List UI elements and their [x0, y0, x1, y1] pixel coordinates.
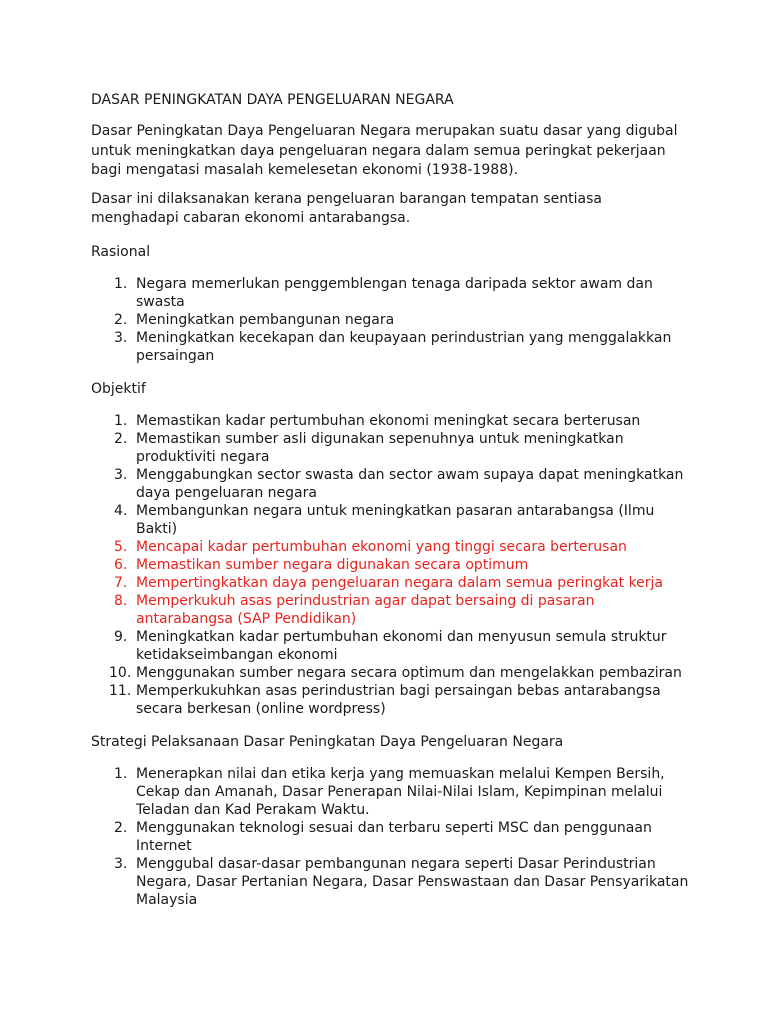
list-item: [91, 329, 691, 365]
list-item-highlighted: [91, 556, 691, 574]
list-text: Negara memerlukan penggemblengan tenaga daripada sektor awam dan swasta: [136, 275, 653, 310]
list-item: [91, 682, 691, 718]
document-title: DASAR PENINGKATAN DAYA PENGELUARAN NEGARA: [91, 92, 454, 108]
document-page: [91, 90, 691, 909]
list-text: Mencapai kadar pertumbuhan ekonomi yang tinggi secara berterusan: [136, 538, 627, 555]
list-item-highlighted: [91, 592, 691, 628]
list-item: [91, 664, 691, 682]
list-number: 3.: [114, 466, 128, 483]
list-number: 2.: [114, 430, 128, 447]
list-item: [91, 502, 691, 538]
list-text: Memperkukuhkan asas perindustrian bagi persaingan bebas antarabangsa secara berkesan (online wordpress): [136, 682, 661, 717]
list-item: [91, 765, 691, 819]
context-paragraph: Dasar ini dilaksanakan kerana pengeluaran barangan tempatan sentiasa menghadapi cabaran ekonomi antarabangsa.: [91, 190, 602, 226]
rasional-heading: Rasional: [91, 243, 151, 260]
list-item: [91, 275, 691, 311]
objektif-heading: Objektif: [91, 380, 146, 397]
list-text: Menggubal dasar-dasar pembangunan negara seperti Dasar Perindustrian Negara, Dasar Pertanian Negara, Dasar Penswastaan dan Dasar Pensyarikatan Malaysia: [136, 855, 689, 908]
list-number: 7.: [114, 574, 128, 591]
list-item: [91, 412, 691, 430]
list-number: 5.: [114, 538, 128, 555]
list-number: 9.: [114, 628, 128, 645]
list-number: 8.: [114, 592, 128, 609]
list-number: 2.: [114, 819, 128, 836]
list-text: Membangunkan negara untuk meningkatkan pasaran antarabangsa (Ilmu Bakti): [136, 502, 655, 537]
list-text: Memperkukuh asas perindustrian agar dapat bersaing di pasaran antarabangsa (SAP Pendidikan): [136, 592, 595, 627]
list-item-highlighted: [91, 574, 691, 592]
objektif-list: [91, 412, 691, 718]
list-text: Meningkatkan kecekapan dan keupayaan perindustrian yang menggalakkan persaingan: [136, 329, 672, 364]
list-number: 4.: [114, 502, 128, 519]
list-item: [91, 430, 691, 466]
list-number: 3.: [114, 855, 128, 872]
list-item: [91, 466, 691, 502]
list-number: 1.: [114, 412, 128, 429]
list-text: Memastikan kadar pertumbuhan ekonomi meningkat secara berterusan: [136, 412, 641, 429]
list-text: Menerapkan nilai dan etika kerja yang memuaskan melalui Kempen Bersih, Cekap dan Amanah, Dasar Penerapan Nilai-Nilai Islam, Kepimpinan melalui Teladan dan Kad Perakam Waktu.: [136, 765, 665, 818]
strategi-heading: Strategi Pelaksanaan Dasar Peningkatan Daya Pengeluaran Negara: [91, 733, 564, 750]
list-text: Menggunakan sumber negara secara optimum dan mengelakkan pembaziran: [136, 664, 682, 681]
list-number: 3.: [114, 329, 128, 346]
list-item: [91, 819, 691, 855]
list-number: 6.: [114, 556, 128, 573]
intro-paragraph: Dasar Peningkatan Daya Pengeluaran Negara merupakan suatu dasar yang digubal untuk meningkatkan daya pengeluaran negara dalam semua peringkat pekerjaan bagi mengatasi masalah kemelesetan ekonomi (1938-1988).: [91, 123, 678, 178]
list-text: Meningkatkan kadar pertumbuhan ekonomi dan menyusun semula struktur ketidakseimbangan ekonomi: [136, 628, 667, 663]
list-text: Meningkatkan pembangunan negara: [136, 311, 395, 328]
list-number: 1.: [114, 765, 128, 782]
list-text: Memastikan sumber negara digunakan secara optimum: [136, 556, 529, 573]
list-item: [91, 855, 691, 909]
list-number: 10.: [109, 664, 132, 681]
list-number: 2.: [114, 311, 128, 328]
list-item: [91, 628, 691, 664]
list-text: Menggabungkan sector swasta dan sector awam supaya dapat meningkatkan daya pengeluaran negara: [136, 466, 684, 501]
strategi-list: [91, 765, 691, 909]
list-item-highlighted: [91, 538, 691, 556]
list-item: [91, 311, 691, 329]
list-number: 11.: [109, 682, 132, 699]
list-text: Memastikan sumber asli digunakan sepenuhnya untuk meningkatkan produktiviti negara: [136, 430, 624, 465]
list-text: Mempertingkatkan daya pengeluaran negara dalam semua peringkat kerja: [136, 574, 664, 591]
list-number: 1.: [114, 275, 128, 292]
rasional-list: [91, 275, 691, 365]
list-text: Menggunakan teknologi sesuai dan terbaru seperti MSC dan penggunaan Internet: [136, 819, 652, 854]
